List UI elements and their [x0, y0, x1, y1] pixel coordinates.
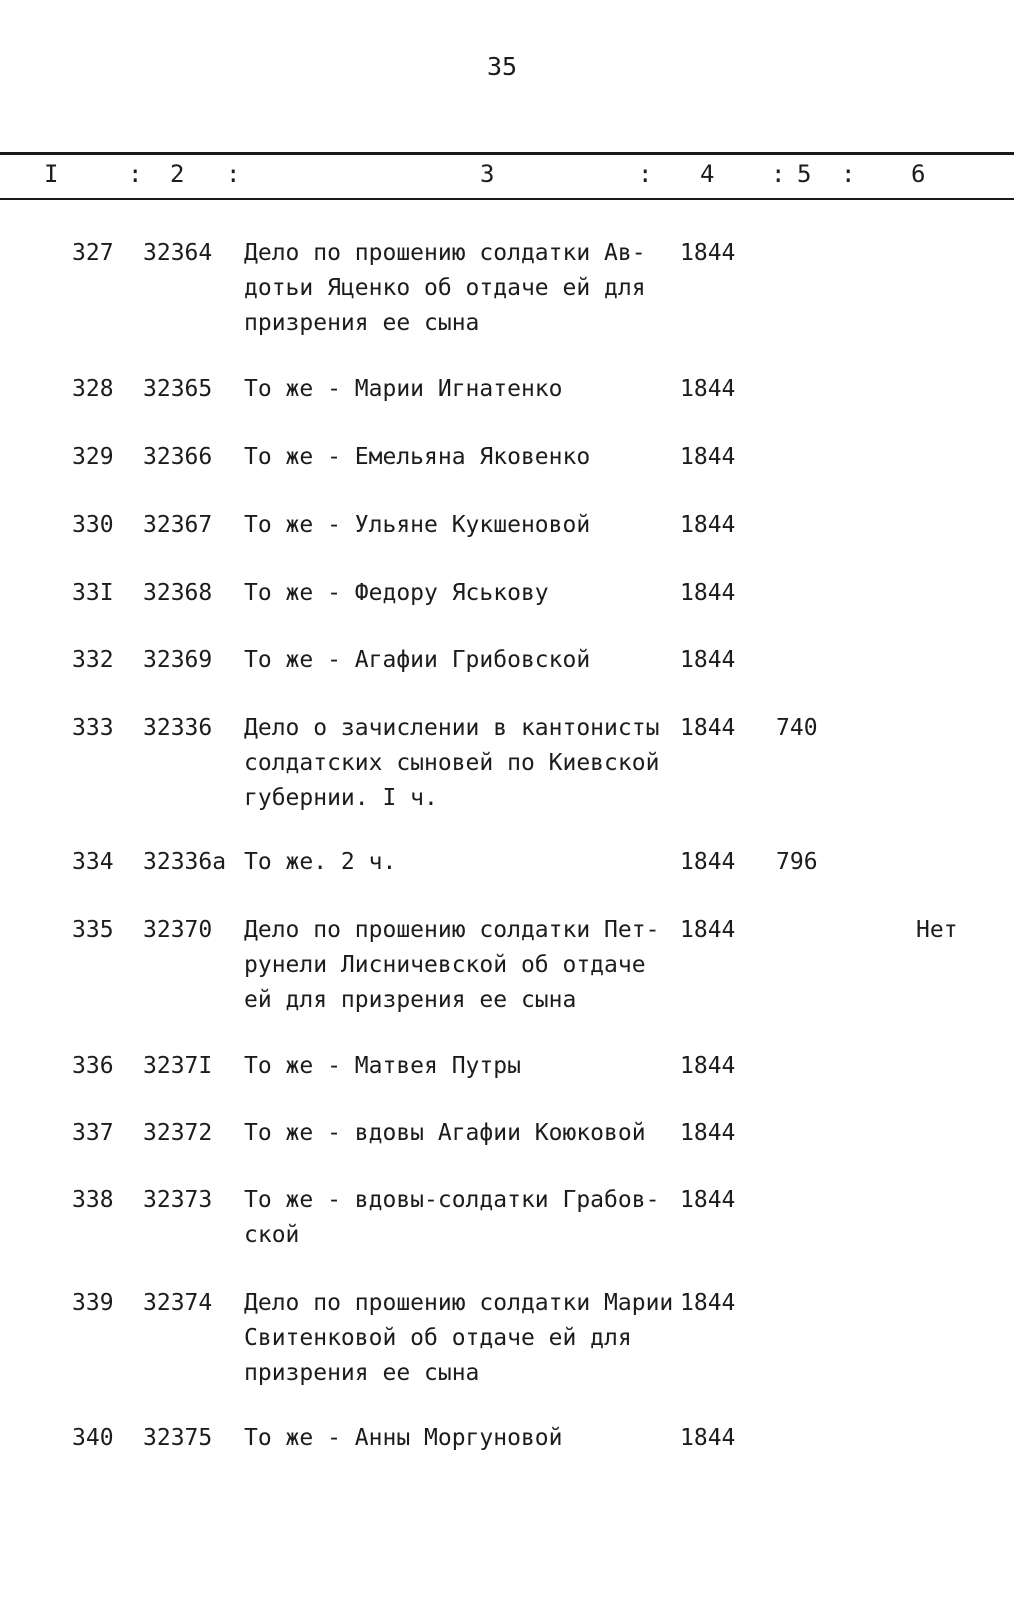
sheet-count: 796	[776, 849, 818, 875]
row-number: 340	[72, 1425, 114, 1451]
page-number: 35	[486, 52, 518, 81]
description-line: То же - Анны Моргуновой	[244, 1425, 563, 1451]
description-line: То же - Марии Игнатенко	[244, 376, 563, 402]
description-line: То же - Емельяна Яковенко	[244, 444, 591, 470]
row-number: 327	[72, 240, 114, 266]
file-code: 32370	[143, 917, 213, 943]
file-code: 32369	[143, 647, 213, 673]
row-number: 330	[72, 512, 114, 538]
header-col-2: 2	[170, 160, 185, 188]
file-year: 1844	[680, 1290, 736, 1316]
file-description	[244, 576, 684, 611]
row-number: 339	[72, 1290, 114, 1316]
description-line: губернии. I ч.	[244, 785, 438, 811]
file-year: 1844	[680, 512, 736, 538]
description-line: призрения ее сына	[244, 310, 480, 336]
row-number: 328	[72, 376, 114, 402]
description-line: рунели Лисничевской об отдаче	[244, 952, 646, 978]
table-bottom-rule	[0, 198, 1014, 200]
description-line: ской	[244, 1222, 300, 1248]
header-separator: :	[841, 160, 856, 188]
file-description	[244, 1116, 684, 1151]
description-line: Дело по прошению солдатки Пет-	[244, 917, 660, 943]
description-line: призрения ее сына	[244, 1360, 480, 1386]
file-code: 32375	[143, 1425, 213, 1451]
file-code: 32365	[143, 376, 213, 402]
file-year: 1844	[680, 1053, 736, 1079]
file-description	[244, 440, 684, 475]
file-code: 32373	[143, 1187, 213, 1213]
description-line: ей для призрения ее сына	[244, 987, 577, 1013]
file-description	[244, 1049, 684, 1084]
file-year: 1844	[680, 917, 736, 943]
row-number: 329	[72, 444, 114, 470]
header-separator: :	[771, 160, 786, 188]
description-line: То же - Агафии Грибовской	[244, 647, 591, 673]
description-line: То же. 2 ч.	[244, 849, 397, 875]
row-number: 334	[72, 849, 114, 875]
description-line: Дело о зачислении в кантонисты	[244, 715, 660, 741]
description-line: солдатских сыновей по Киевской	[244, 750, 660, 776]
file-code: 32336а	[143, 849, 227, 875]
file-year: 1844	[680, 240, 736, 266]
file-description	[244, 1286, 684, 1391]
description-line: То же - Ульяне Кукшеновой	[244, 512, 591, 538]
description-line: То же - вдовы Агафии Коюковой	[244, 1120, 646, 1146]
header-col-3: 3	[480, 160, 495, 188]
file-description	[244, 913, 684, 1018]
file-description	[244, 1183, 684, 1253]
row-number: 336	[72, 1053, 114, 1079]
file-code: 32372	[143, 1120, 213, 1146]
header-separator: :	[128, 160, 143, 188]
file-note: Нет	[916, 917, 958, 943]
file-year: 1844	[680, 715, 736, 741]
row-number: 335	[72, 917, 114, 943]
description-line: Свитенковой об отдаче ей для	[244, 1325, 632, 1351]
row-number: 332	[72, 647, 114, 673]
file-year: 1844	[680, 647, 736, 673]
file-description	[244, 1421, 684, 1456]
row-number: 338	[72, 1187, 114, 1213]
file-code: 32366	[143, 444, 213, 470]
file-year: 1844	[680, 1425, 736, 1451]
description-line: То же - Матвея Путры	[244, 1053, 521, 1079]
file-code: 32368	[143, 580, 213, 606]
file-year: 1844	[680, 376, 736, 402]
header-col-4: 4	[700, 160, 715, 188]
file-description	[244, 372, 684, 407]
file-code: 32336	[143, 715, 213, 741]
file-year: 1844	[680, 444, 736, 470]
header-col-5: 5	[797, 160, 812, 188]
file-description	[244, 643, 684, 678]
file-description	[244, 711, 684, 816]
file-code: 3237I	[143, 1053, 213, 1079]
row-number: 333	[72, 715, 114, 741]
header-separator: :	[226, 160, 241, 188]
description-line: дотьи Яценко об отдаче ей для	[244, 275, 646, 301]
row-number: 33I	[72, 580, 114, 606]
header-separator: :	[638, 160, 653, 188]
file-year: 1844	[680, 580, 736, 606]
file-description	[244, 236, 684, 341]
file-year: 1844	[680, 1120, 736, 1146]
description-line: То же - вдовы-солдатки Грабов-	[244, 1187, 660, 1213]
row-number: 337	[72, 1120, 114, 1146]
file-code: 32374	[143, 1290, 213, 1316]
file-code: 32364	[143, 240, 213, 266]
description-line: Дело по прошению солдатки Ав-	[244, 240, 646, 266]
header-col-6: 6	[911, 160, 926, 188]
file-description	[244, 508, 684, 543]
sheet-count: 740	[776, 715, 818, 741]
file-year: 1844	[680, 849, 736, 875]
header-col-1: I	[44, 160, 59, 188]
file-year: 1844	[680, 1187, 736, 1213]
description-line: То же - Федору Яськову	[244, 580, 549, 606]
file-description	[244, 845, 684, 880]
file-code: 32367	[143, 512, 213, 538]
table-top-rule	[0, 152, 1014, 155]
description-line: Дело по прошению солдатки Марии	[244, 1290, 674, 1316]
